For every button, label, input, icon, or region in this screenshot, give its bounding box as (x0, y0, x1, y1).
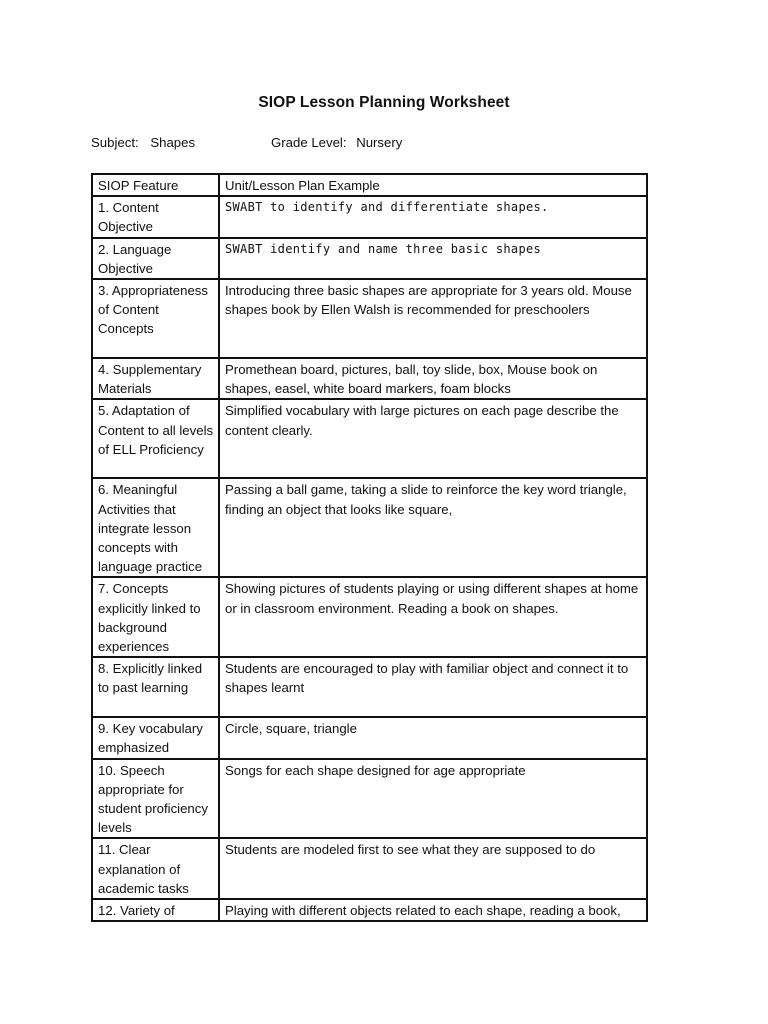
subject-line (91, 135, 195, 150)
example-cell: Circle, square, triangle (219, 717, 647, 758)
table-row (92, 717, 647, 758)
feature-cell: 12. Variety of (92, 899, 219, 921)
feature-cell: 10. Speech appropriate for student proficiency levels (92, 759, 219, 839)
table-row (92, 478, 647, 577)
example-cell: Showing pictures of students playing or using different shapes at home or in classroom environment. Reading a book on shapes. (219, 577, 647, 657)
header-lesson-plan-example: Unit/Lesson Plan Example (219, 174, 647, 196)
feature-cell: 2. Language Objective (92, 238, 219, 279)
grade-level-value: Nursery (356, 135, 403, 150)
table-row (92, 577, 647, 657)
example-cell: Introducing three basic shapes are appropriate for 3 years old. Mouse shapes book by Ellen Walsh is recommended for preschoolers (219, 279, 647, 358)
example-cell: Students are modeled first to see what they are supposed to do (219, 838, 647, 899)
table-row (92, 196, 647, 237)
table-header-row (92, 174, 647, 196)
table-row (92, 838, 647, 899)
example-cell: Promethean board, pictures, ball, toy slide, box, Mouse book on shapes, easel, white board markers, foam blocks (219, 358, 647, 399)
example-cell: Simplified vocabulary with large pictures on each page describe the content clearly. (219, 399, 647, 478)
feature-cell: 9. Key vocabulary emphasized (92, 717, 219, 758)
subject-label: Subject: (91, 135, 139, 150)
feature-cell: 11. Clear explanation of academic tasks (92, 838, 219, 899)
table-row (92, 358, 647, 399)
subject-value: Shapes (150, 135, 196, 150)
feature-cell: 3. Appropriateness of Content Concepts (92, 279, 219, 358)
table-row (92, 899, 647, 921)
example-cell: Songs for each shape designed for age appropriate (219, 759, 647, 839)
feature-cell: 1. Content Objective (92, 196, 219, 237)
table-row (92, 759, 647, 839)
grade-level-label: Grade Level: (271, 135, 347, 150)
example-cell: Students are encouraged to play with familiar object and connect it to shapes learnt (219, 657, 647, 717)
feature-cell: 8. Explicitly linked to past learning (92, 657, 219, 717)
feature-cell: 4. Supplementary Materials (92, 358, 219, 399)
header-siop-feature: SIOP Feature (92, 174, 219, 196)
example-cell: SWABT identify and name three basic shapes (219, 238, 647, 279)
table-row (92, 399, 647, 478)
table-row (92, 238, 647, 279)
table-row (92, 657, 647, 717)
grade-level-line (271, 135, 402, 150)
page-title: SIOP Lesson Planning Worksheet (258, 94, 510, 111)
example-cell: Passing a ball game, taking a slide to reinforce the key word triangle, finding an object that looks like square, (219, 478, 647, 577)
feature-cell: 6. Meaningful Activities that integrate lesson concepts with language practice (92, 478, 219, 577)
table-row (92, 279, 647, 358)
feature-cell: 7. Concepts explicitly linked to background experiences (92, 577, 219, 657)
example-cell: SWABT to identify and differentiate shapes. (219, 196, 647, 237)
siop-table (91, 173, 648, 922)
example-cell: Playing with different objects related to each shape, reading a book, (219, 899, 647, 921)
feature-cell: 5. Adaptation of Content to all levels of ELL Proficiency (92, 399, 219, 478)
